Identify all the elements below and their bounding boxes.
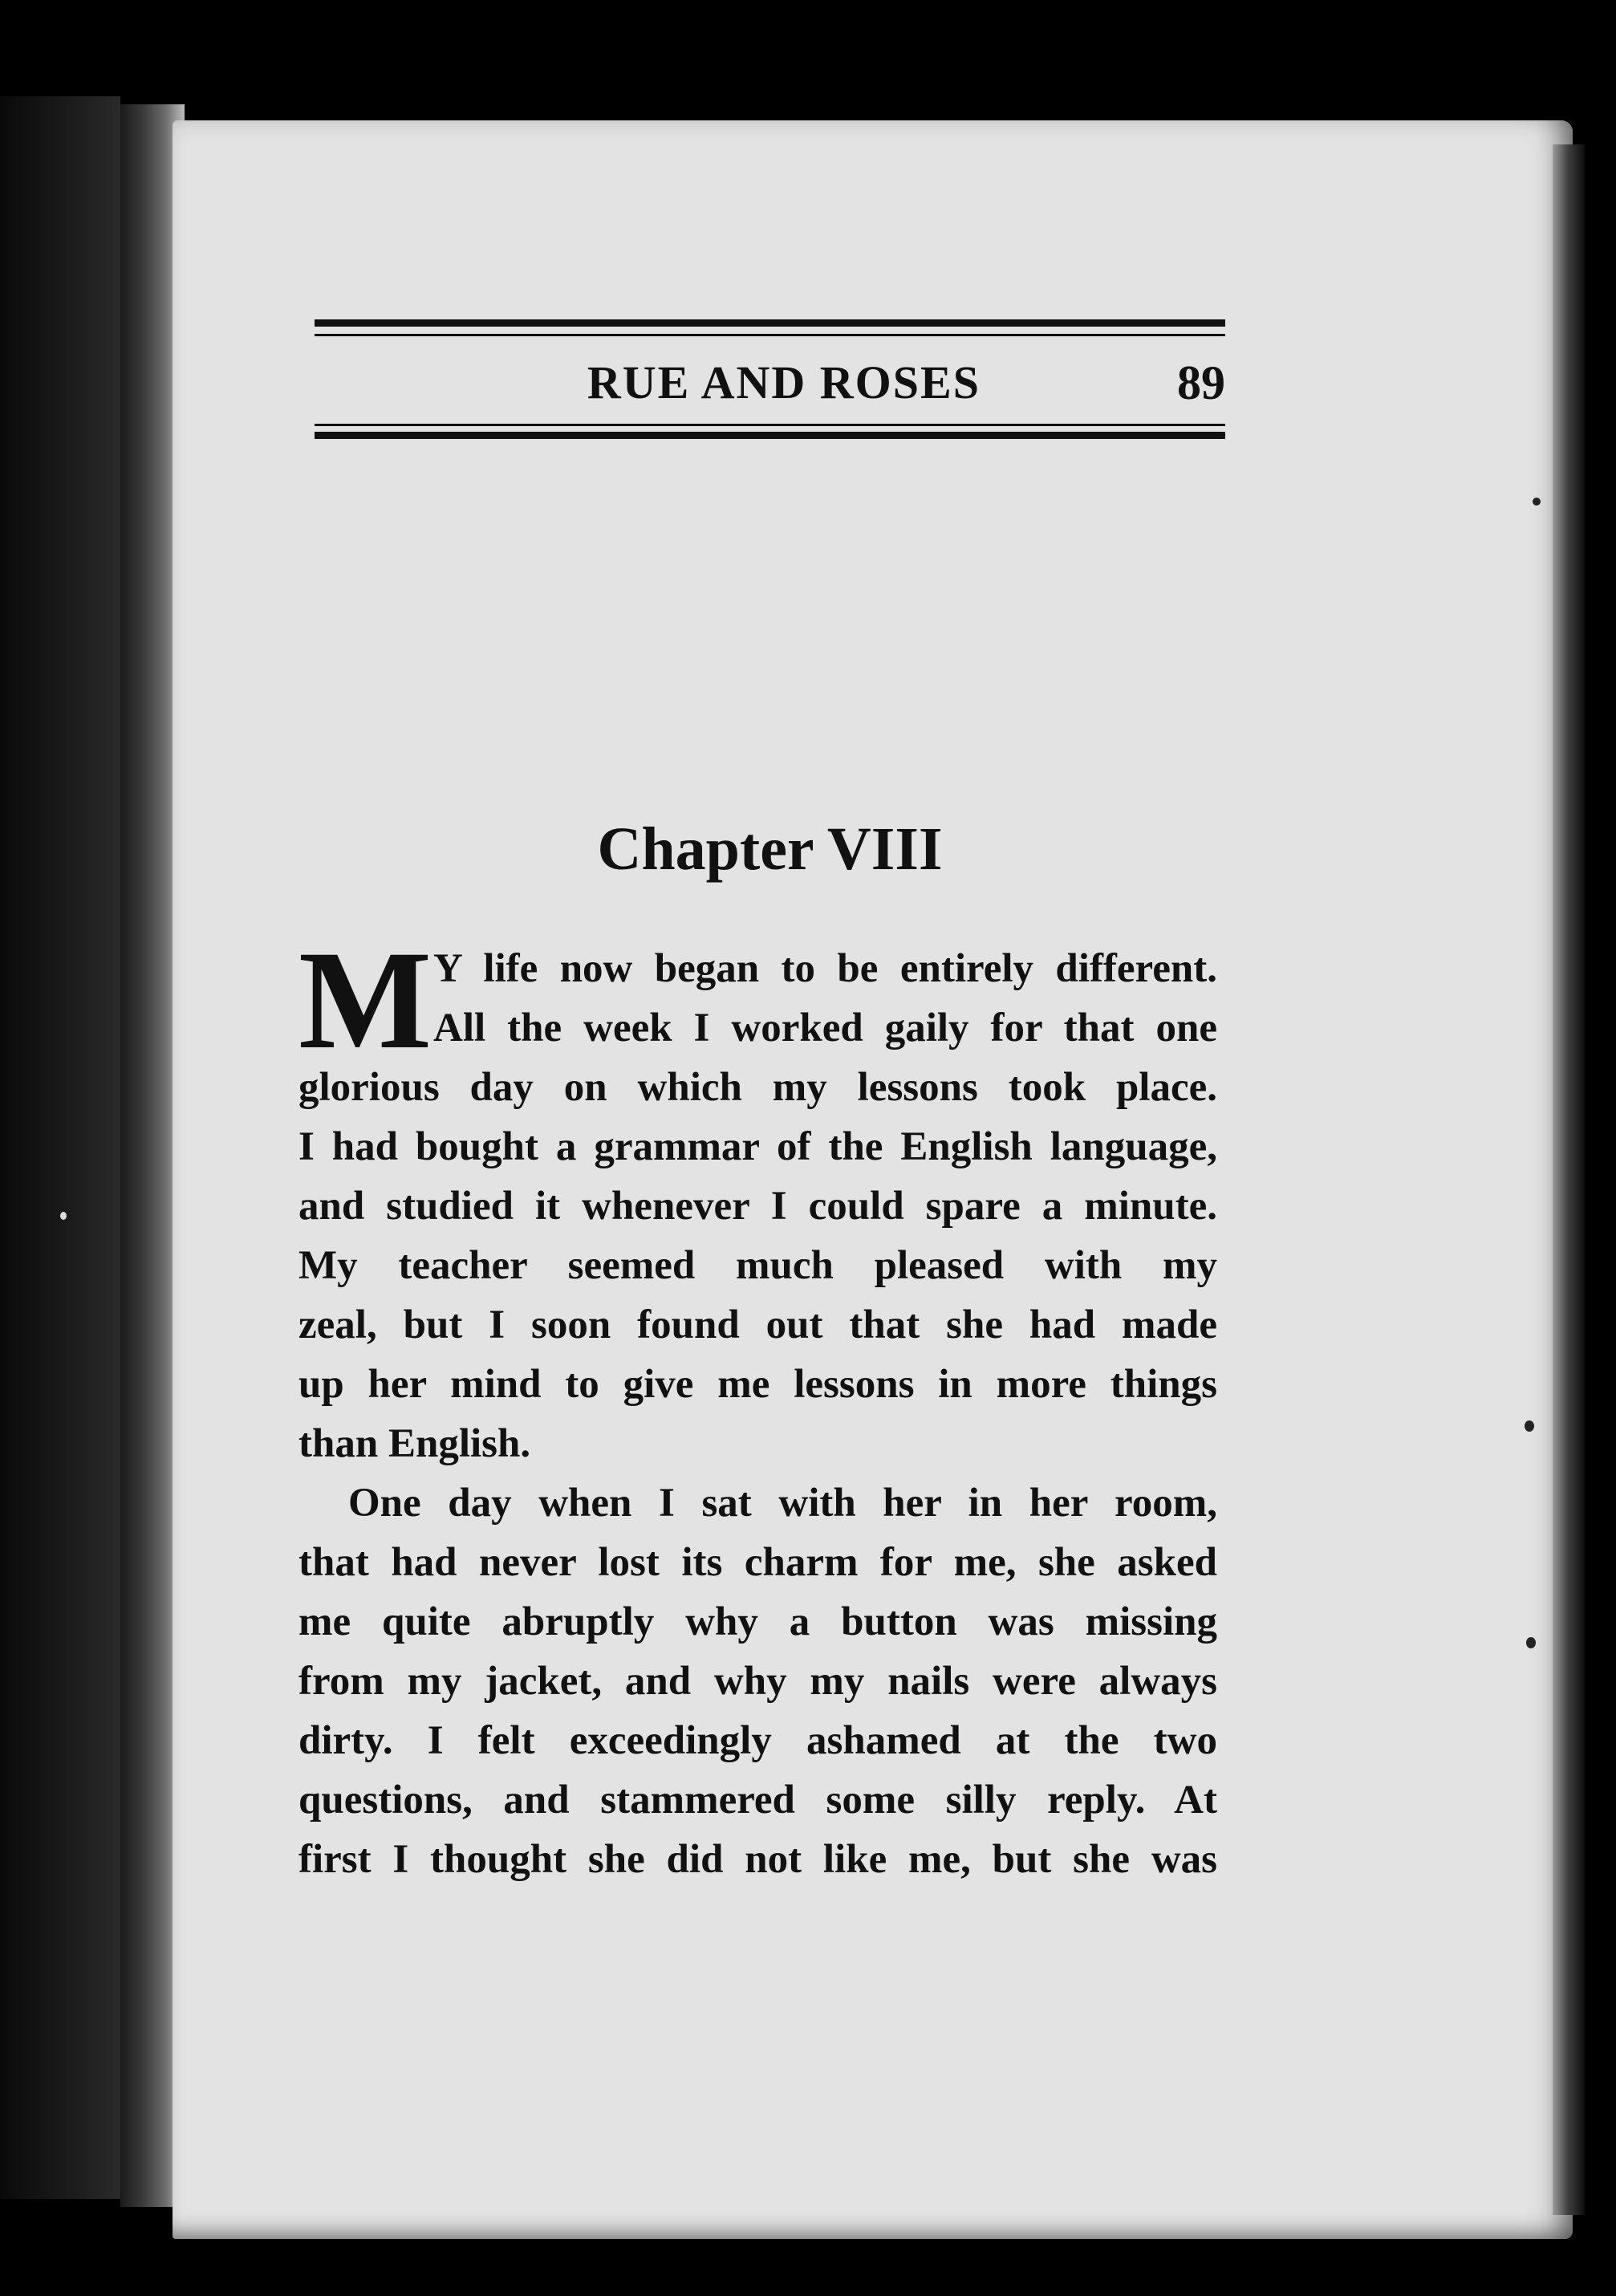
scan-speck [1526,1637,1536,1648]
text-line: dirty. I felt exceedingly ashamed at the two [298,1718,1217,1763]
text-line: up her mind to give me lessons in more things [298,1362,1217,1407]
header-rule-bottom-thick [315,432,1225,439]
text-line: Y life now began to be entirely different. [433,946,1217,991]
text-line: zeal, but I soon found out that she had made [298,1302,1217,1347]
header-rule-top-thin [315,334,1225,336]
text-line: glorious day on which my lessons took place. [298,1065,1217,1110]
text-line: that had never lost its charm for me, she asked [298,1540,1217,1585]
header-rule-bottom-thin [315,424,1225,426]
text-line: One day when I sat with her in her room, [348,1481,1217,1526]
right-page-edge [1553,144,1585,2215]
scan-speck [60,1212,67,1220]
running-title: RUE AND ROSES [587,356,981,408]
text-line: questions, and stammered some silly reply. At [298,1778,1217,1823]
left-page-edge [0,96,120,2199]
scan-speck [1533,498,1541,506]
text-line: and studied it whenever I could spare a minute. [298,1184,1217,1229]
running-header [315,319,1225,446]
body-text [298,922,1217,1889]
scan-speck [1525,1420,1534,1432]
text-line: first I thought she did not like me, but she was [298,1837,1217,1882]
text-line: from my jacket, and why my nails were always [298,1659,1217,1704]
text-line: All the week I worked gaily for that one [433,1006,1217,1050]
text-line: me quite abruptly why a button was missing [298,1599,1217,1644]
text-line: My teacher seemed much pleased with my [298,1243,1217,1288]
text-line: than English. [298,1421,531,1466]
page-number: 89 [1177,356,1225,409]
header-rule-top-thick [315,319,1225,327]
drop-cap: M [298,922,432,1079]
chapter-heading: Chapter VIII [597,815,943,883]
text-line: I had bought a grammar of the English language, [298,1124,1217,1169]
